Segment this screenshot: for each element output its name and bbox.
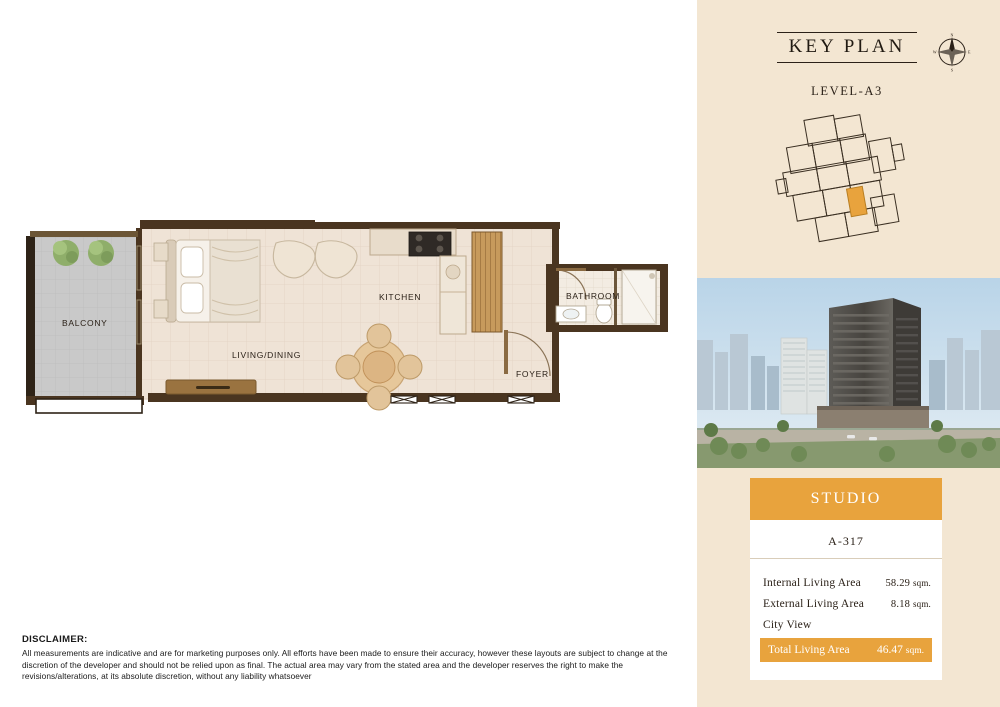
room-label-balcony: BALCONY	[62, 318, 108, 328]
spec-label: Internal Living Area	[763, 577, 861, 589]
spec-list	[763, 573, 931, 635]
svg-text:W: W	[932, 49, 937, 55]
disclaimer-title: DISCLAIMER:	[22, 634, 88, 645]
disclaimer-text: All measurements are indicative and are for marketing purposes only. All efforts have been made to ensure their accuracy, however these layouts are subject to change at the discretion of the developer and should not be relied upon as final. The actual area may vary from the stated area and the developer reserves the right to make the revisions/alterations, at its absolute discretion, without any liability whatsoever	[22, 648, 668, 682]
compass-icon	[932, 32, 972, 72]
keyplan-title: KEY PLAN	[777, 36, 917, 63]
total-label: Total Living Area	[768, 644, 850, 656]
spec-row-view	[763, 615, 931, 635]
unit-code: A-317	[750, 534, 942, 559]
room-label-foyer: FOYER	[516, 369, 549, 379]
unit-type-header: STUDIO	[750, 478, 942, 520]
svg-text:S: S	[950, 67, 954, 72]
spec-row-internal-living-area	[763, 573, 931, 594]
room-label-living-dining: LIVING/DINING	[232, 350, 302, 360]
keyplan-level: LEVEL-A3	[811, 84, 883, 98]
spec-value: 8.18 sqm.	[890, 599, 931, 610]
total-living-area-bar	[760, 638, 932, 662]
spec-label: City View	[763, 619, 812, 631]
spec-label: External Living Area	[763, 598, 865, 610]
svg-text:N: N	[950, 32, 954, 38]
spec-row-external-living-area	[763, 594, 931, 615]
svg-text:E: E	[967, 49, 971, 55]
disclaimer	[22, 634, 682, 683]
room-label-bathroom: BATHROOM	[566, 291, 621, 301]
keyplan-block	[697, 0, 1000, 274]
room-label-kitchen: KITCHEN	[379, 292, 422, 302]
unit-info-card	[750, 478, 942, 680]
building-render-image	[697, 278, 1000, 468]
total-value: 46.47 sqm.	[877, 644, 924, 656]
right-panel	[697, 0, 1000, 707]
spec-value: 58.29 sqm.	[885, 578, 931, 589]
keyplan-diagram	[757, 105, 947, 255]
